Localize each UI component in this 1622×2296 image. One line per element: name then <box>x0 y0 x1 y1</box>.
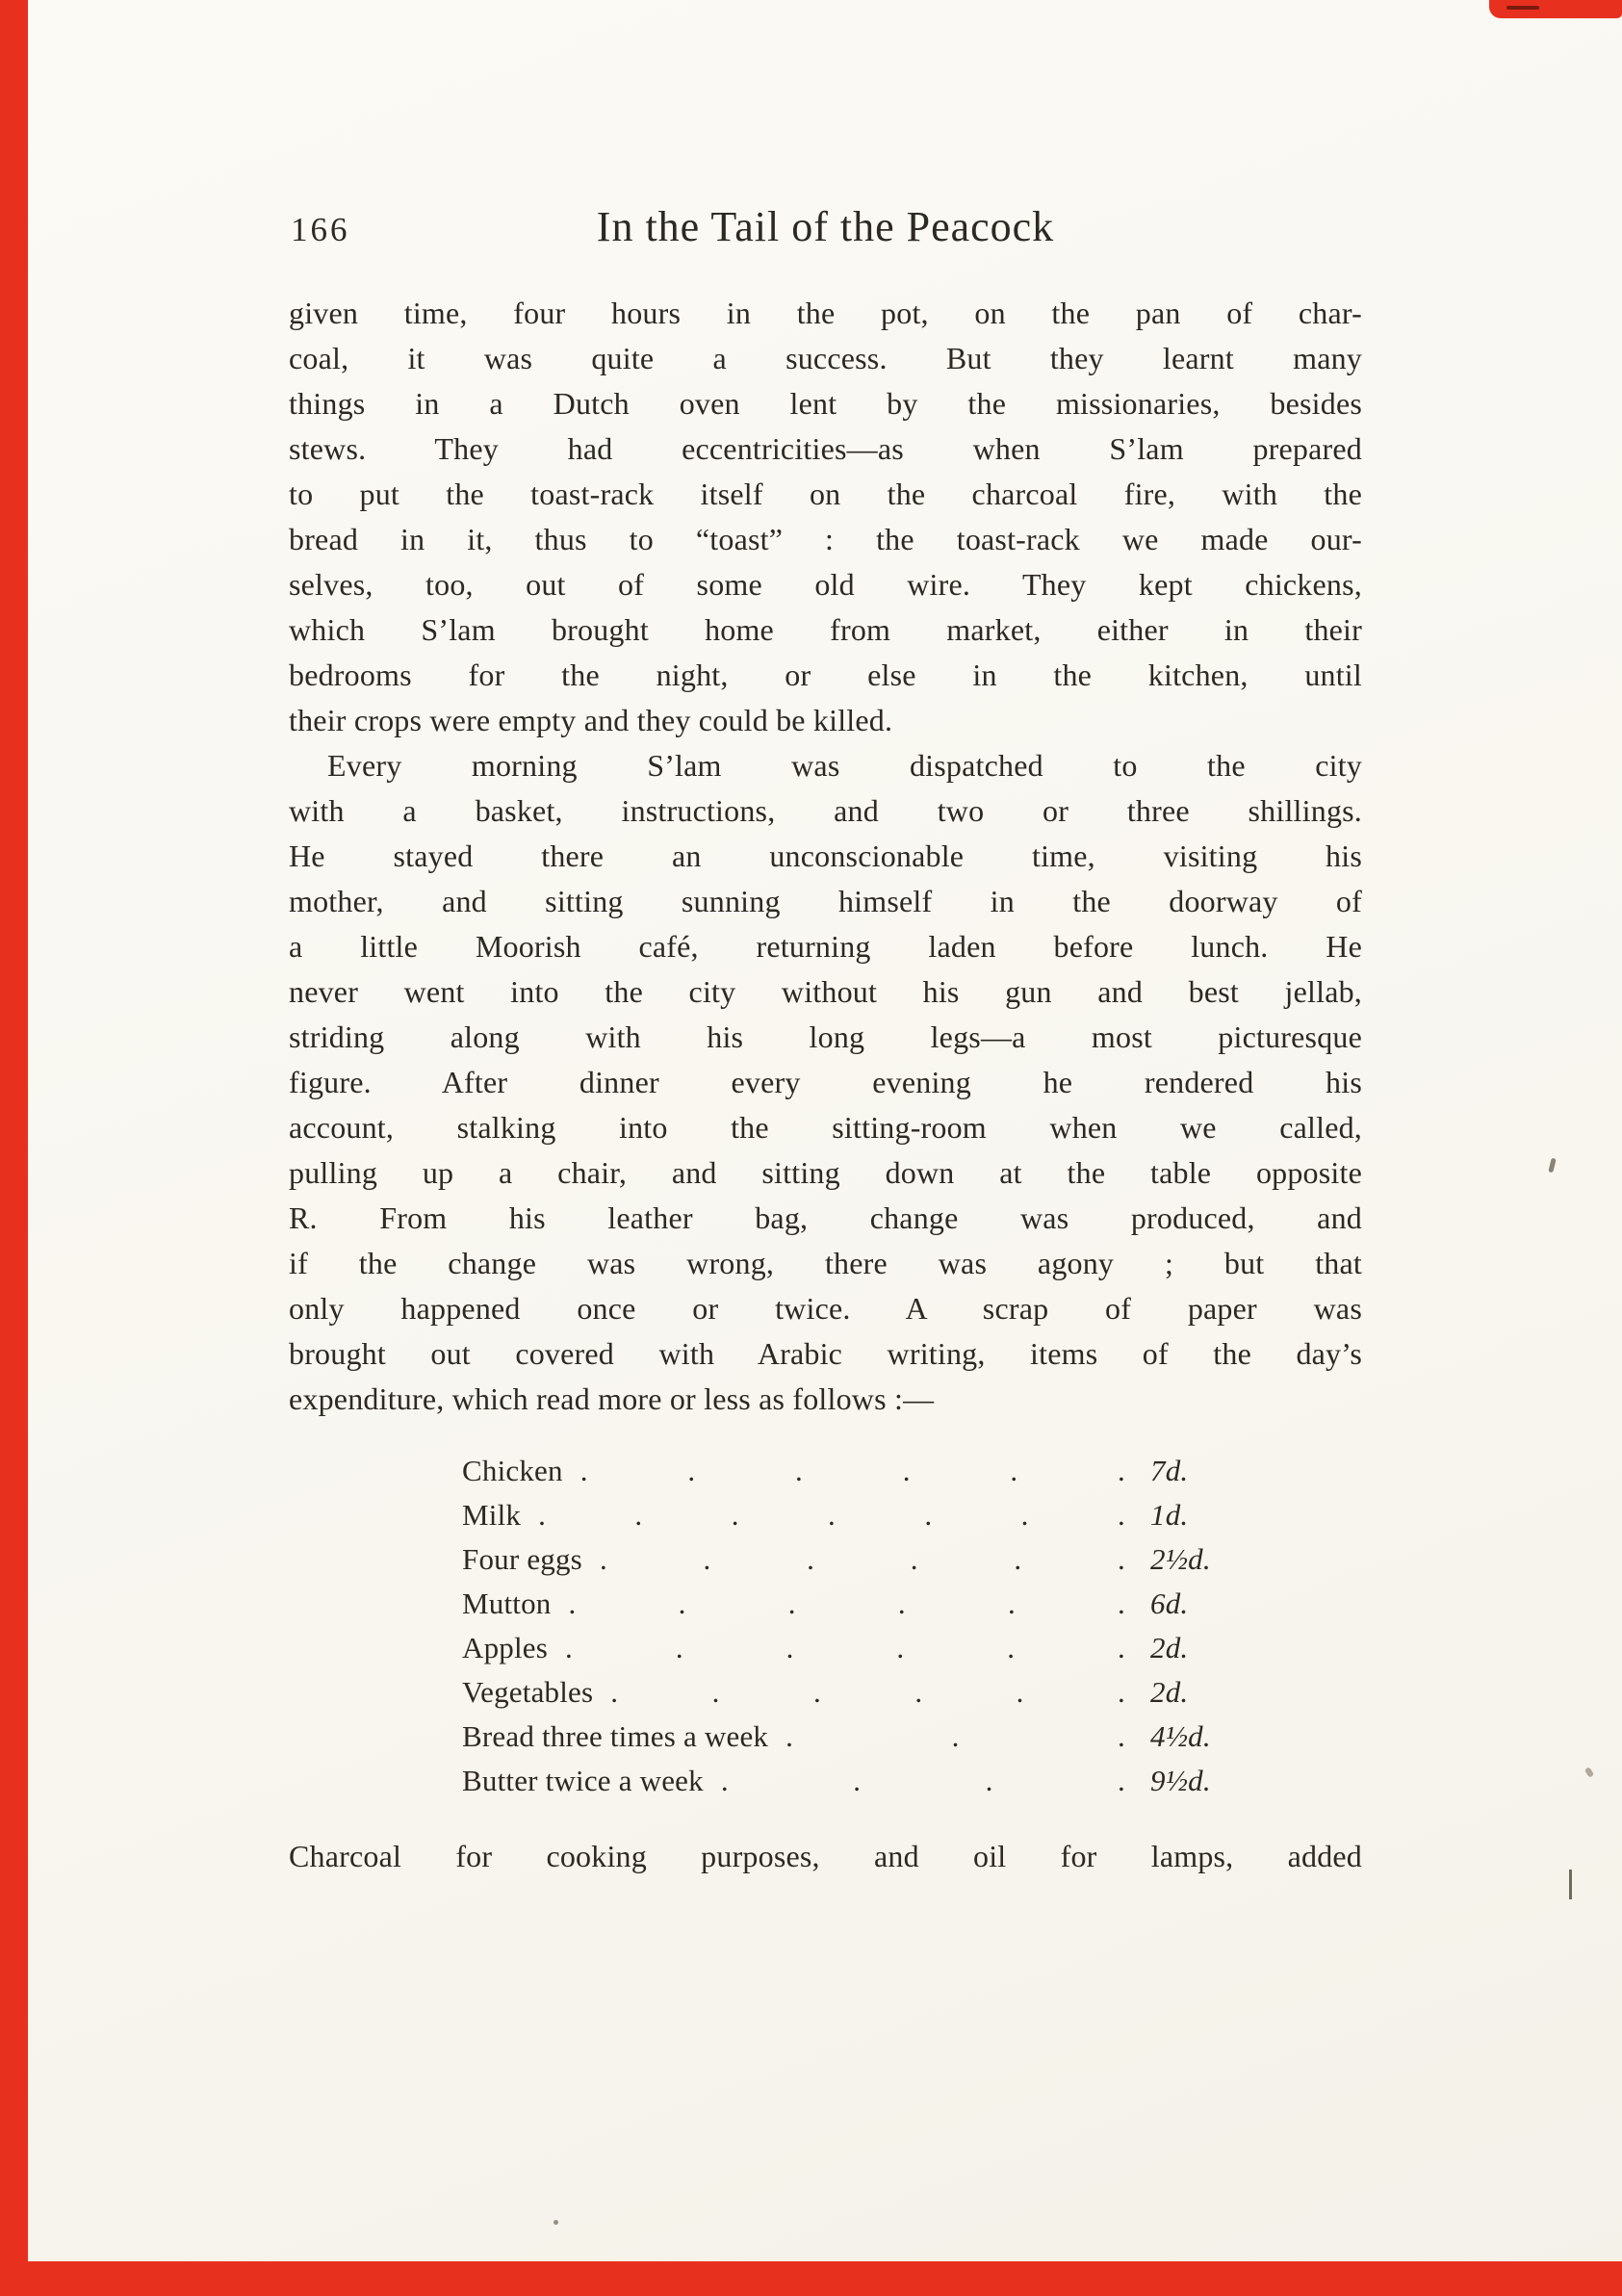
paragraph-2 <box>289 743 1362 1422</box>
expense-price: 7d. <box>1150 1454 1189 1487</box>
dot-leader: . . . . <box>720 1764 1125 1797</box>
text-line: a little Moorish café, returning laden before lunch. He <box>289 929 1362 964</box>
text-line: given time, four hours in the pot, on the pan of char- <box>289 296 1362 330</box>
scan-speck <box>1584 1767 1594 1778</box>
text-line: bedrooms for the night, or else in the kitchen, until <box>289 658 1362 692</box>
text-line: coal, it was quite a success. But they learnt many <box>289 341 1362 375</box>
expense-row <box>462 1449 1261 1493</box>
scan-red-corner-mark <box>1489 0 1622 18</box>
scan-speck <box>1548 1158 1556 1174</box>
scan-red-edge-bottom <box>0 2261 1622 2296</box>
expense-item: Butter twice a week <box>462 1764 704 1797</box>
text-line: pulling up a chair, and sitting down at the table opposite <box>289 1155 1362 1190</box>
dot-leader: . . . . . . <box>565 1631 1125 1664</box>
expense-item: Bread three times a week <box>462 1719 769 1753</box>
expense-row <box>462 1670 1261 1715</box>
expense-price: 2d. <box>1150 1675 1189 1709</box>
page-number: 166 <box>291 211 350 248</box>
text-line: Charcoal for cooking purposes, and oil for lamps, added <box>289 1839 1362 1873</box>
text-line: bread in it, thus to “toast” : the toast-rack we made our- <box>289 522 1362 556</box>
text-line: which S’lam brought home from market, either in their <box>289 612 1362 647</box>
expense-item: Apples <box>462 1631 549 1664</box>
text-line: figure. After dinner every evening he rendered his <box>289 1065 1362 1099</box>
paragraph-1 <box>289 291 1362 743</box>
expense-row <box>462 1759 1261 1803</box>
expense-row <box>462 1493 1261 1537</box>
running-title: In the Tail of the Peacock <box>596 203 1055 250</box>
scan-red-edge-left <box>0 0 28 2296</box>
expense-price: 1d. <box>1150 1498 1189 1532</box>
dot-leader: . . . <box>785 1719 1125 1753</box>
dot-leader: . . . . . . <box>568 1587 1125 1620</box>
expense-row <box>462 1715 1261 1759</box>
text-line: only happened once or twice. A scrap of paper was <box>289 1291 1362 1326</box>
expense-item: Mutton <box>462 1587 552 1620</box>
dot-leader: . . . . . . <box>599 1542 1125 1576</box>
text-line: striding along with his long legs—a most picturesque <box>289 1019 1362 1054</box>
text-line: account, stalking into the sitting-room when we called, <box>289 1110 1362 1145</box>
text-line: things in a Dutch oven lent by the missionaries, besides <box>289 386 1362 421</box>
text-line: expenditure, which read more or less as follows :— <box>289 1381 935 1416</box>
text-line: selves, too, out of some old wire. They kept chickens, <box>289 567 1362 602</box>
expense-price: 4½d. <box>1150 1719 1211 1753</box>
expense-price: 2d. <box>1150 1631 1189 1664</box>
expense-table <box>462 1449 1261 1803</box>
expense-price: 9½d. <box>1150 1764 1211 1797</box>
dot-leader: . . . . . . <box>610 1675 1125 1709</box>
text-line: R. From his leather bag, change was produced, and <box>289 1200 1362 1235</box>
page-header <box>289 202 1362 258</box>
expense-price: 2½d. <box>1150 1542 1211 1576</box>
text-line: mother, and sitting sunning himself in the doorway of <box>289 884 1362 918</box>
expense-price: 6d. <box>1150 1587 1189 1620</box>
text-line: brought out covered with Arabic writing, items of the day’s <box>289 1336 1362 1371</box>
text-line: their crops were empty and they could be killed. <box>289 703 893 737</box>
text-line: He stayed there an unconscionable time, visiting his <box>289 838 1362 873</box>
scan-speck <box>1569 1870 1572 1899</box>
dot-leader: . . . . . . <box>579 1454 1125 1487</box>
expense-row <box>462 1582 1261 1626</box>
dot-leader: . . . . . . . <box>538 1498 1125 1532</box>
expense-row <box>462 1626 1261 1670</box>
page-body <box>289 291 1362 1879</box>
text-line: stews. They had eccentricities—as when S’lam prepared <box>289 431 1362 466</box>
expense-item: Chicken <box>462 1454 563 1487</box>
scan-speck <box>554 2220 558 2225</box>
text-line: never went into the city without his gun and best jellab, <box>289 974 1362 1009</box>
expense-item: Milk <box>462 1498 522 1532</box>
scan-corner-dash <box>1506 6 1539 10</box>
expense-item: Vegetables <box>462 1675 594 1709</box>
text-line: with a basket, instructions, and two or three shillings. <box>289 793 1362 828</box>
closing-paragraph <box>289 1834 1362 1879</box>
text-line: to put the toast-rack itself on the charcoal fire, with the <box>289 477 1362 511</box>
text-line: Every morning S’lam was dispatched to the city <box>327 748 1362 783</box>
expense-row <box>462 1537 1261 1582</box>
expense-item: Four eggs <box>462 1542 582 1576</box>
text-line: if the change was wrong, there was agony ; but that <box>289 1246 1362 1280</box>
